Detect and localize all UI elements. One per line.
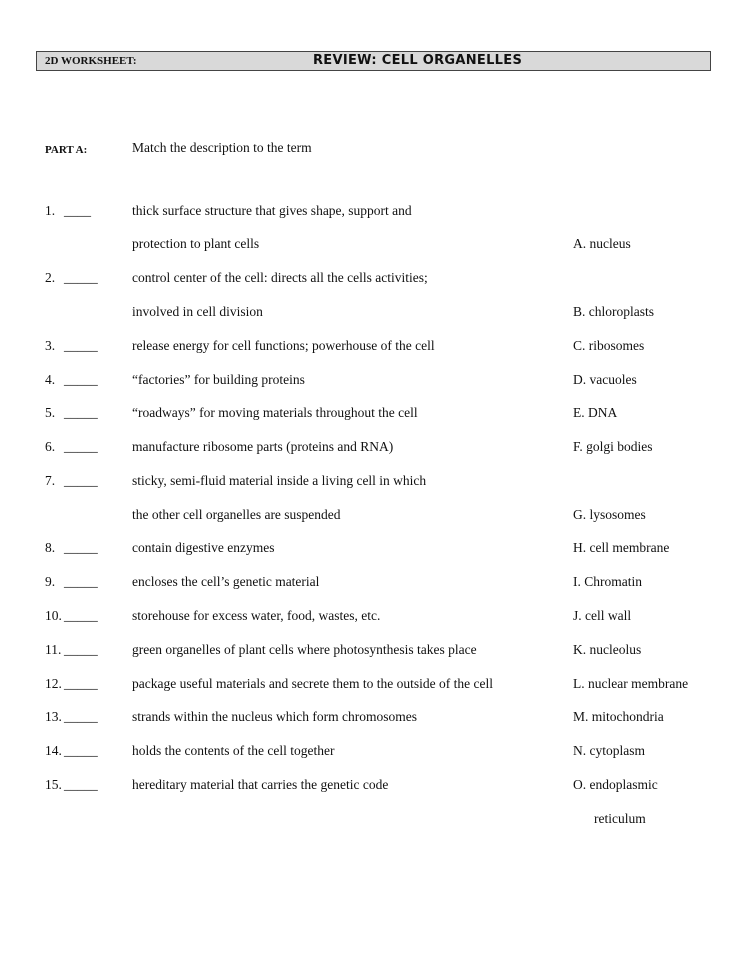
item-number: 13. bbox=[45, 709, 62, 724]
worksheet-label: 2D WORKSHEET: bbox=[45, 55, 137, 67]
item-number: 7. bbox=[45, 473, 56, 488]
term-option: N. cytoplasm bbox=[573, 743, 645, 758]
term-option: I. Chromatin bbox=[573, 574, 642, 589]
term-option: D. vacuoles bbox=[573, 372, 637, 387]
item-description: release energy for cell functions; powerhouse of the cell bbox=[132, 338, 435, 353]
item-number: 4. bbox=[45, 372, 56, 387]
term-option: J. cell wall bbox=[573, 608, 632, 623]
item-description: contain digestive enzymes bbox=[132, 540, 275, 555]
item-description: involved in cell division bbox=[132, 304, 263, 319]
item-description: manufacture ribosome parts (proteins and RNA) bbox=[132, 439, 394, 454]
worksheet-header bbox=[36, 51, 711, 71]
item-number: 15. bbox=[45, 777, 62, 792]
item-description: “roadways” for moving materials throughout the cell bbox=[132, 405, 418, 420]
term-option: G. lysosomes bbox=[573, 507, 646, 522]
term-option: B. chloroplasts bbox=[573, 304, 654, 319]
answer-blank[interactable]: _____ bbox=[64, 473, 98, 488]
answer-blank[interactable]: ____ bbox=[64, 203, 91, 218]
answer-blank[interactable]: _____ bbox=[64, 574, 98, 589]
item-number: 3. bbox=[45, 338, 56, 353]
term-option: E. DNA bbox=[573, 405, 618, 420]
item-number: 14. bbox=[45, 743, 62, 758]
term-option: F. golgi bodies bbox=[573, 439, 653, 454]
answer-blank[interactable]: _____ bbox=[64, 608, 98, 623]
answer-blank[interactable]: _____ bbox=[64, 372, 98, 387]
item-description: green organelles of plant cells where photosynthesis takes place bbox=[132, 642, 477, 657]
answer-blank[interactable]: _____ bbox=[64, 338, 98, 353]
answer-blank[interactable]: _____ bbox=[64, 642, 98, 657]
item-description: storehouse for excess water, food, wastes, etc. bbox=[132, 608, 381, 623]
part-a-instruction: Match the description to the term bbox=[132, 140, 312, 155]
item-number: 12. bbox=[45, 676, 62, 691]
answer-blank[interactable]: _____ bbox=[64, 743, 98, 758]
part-a-label: PART A: bbox=[45, 144, 88, 156]
item-number: 2. bbox=[45, 270, 56, 285]
answer-blank[interactable]: _____ bbox=[64, 676, 98, 691]
item-description: encloses the cell’s genetic material bbox=[132, 574, 320, 589]
item-description: thick surface structure that gives shape, support and bbox=[132, 203, 412, 218]
term-option: A. nucleus bbox=[573, 236, 631, 251]
item-number: 9. bbox=[45, 574, 56, 589]
answer-blank[interactable]: _____ bbox=[64, 270, 98, 285]
term-option: L. nuclear membrane bbox=[573, 676, 689, 691]
item-number: 1. bbox=[45, 203, 56, 218]
term-option-continuation: reticulum bbox=[594, 811, 646, 826]
term-option: C. ribosomes bbox=[573, 338, 645, 353]
item-description: strands within the nucleus which form chromosomes bbox=[132, 709, 417, 724]
page-title: REVIEW: CELL ORGANELLES bbox=[313, 53, 523, 68]
item-number: 11. bbox=[45, 642, 62, 657]
term-option: M. mitochondria bbox=[573, 709, 664, 724]
item-description: protection to plant cells bbox=[132, 236, 260, 251]
item-description: the other cell organelles are suspended bbox=[132, 507, 341, 522]
item-description: hereditary material that carries the genetic code bbox=[132, 777, 389, 792]
item-description: sticky, semi-fluid material inside a living cell in which bbox=[132, 473, 427, 488]
item-number: 10. bbox=[45, 608, 62, 623]
term-option: H. cell membrane bbox=[573, 540, 670, 555]
answer-blank[interactable]: _____ bbox=[64, 709, 98, 724]
item-description: holds the contents of the cell together bbox=[132, 743, 335, 758]
item-number: 8. bbox=[45, 540, 56, 555]
item-description: “factories” for building proteins bbox=[132, 372, 305, 387]
term-option: O. endoplasmic bbox=[573, 777, 658, 792]
answer-blank[interactable]: _____ bbox=[64, 439, 98, 454]
item-description: package useful materials and secrete them to the outside of the cell bbox=[132, 676, 493, 691]
answer-blank[interactable]: _____ bbox=[64, 777, 98, 792]
item-number: 5. bbox=[45, 405, 56, 420]
answer-blank[interactable]: _____ bbox=[64, 405, 98, 420]
answer-blank[interactable]: _____ bbox=[64, 540, 98, 555]
item-description: control center of the cell: directs all the cells activities; bbox=[132, 270, 428, 285]
item-number: 6. bbox=[45, 439, 56, 454]
term-option: K. nucleolus bbox=[573, 642, 642, 657]
